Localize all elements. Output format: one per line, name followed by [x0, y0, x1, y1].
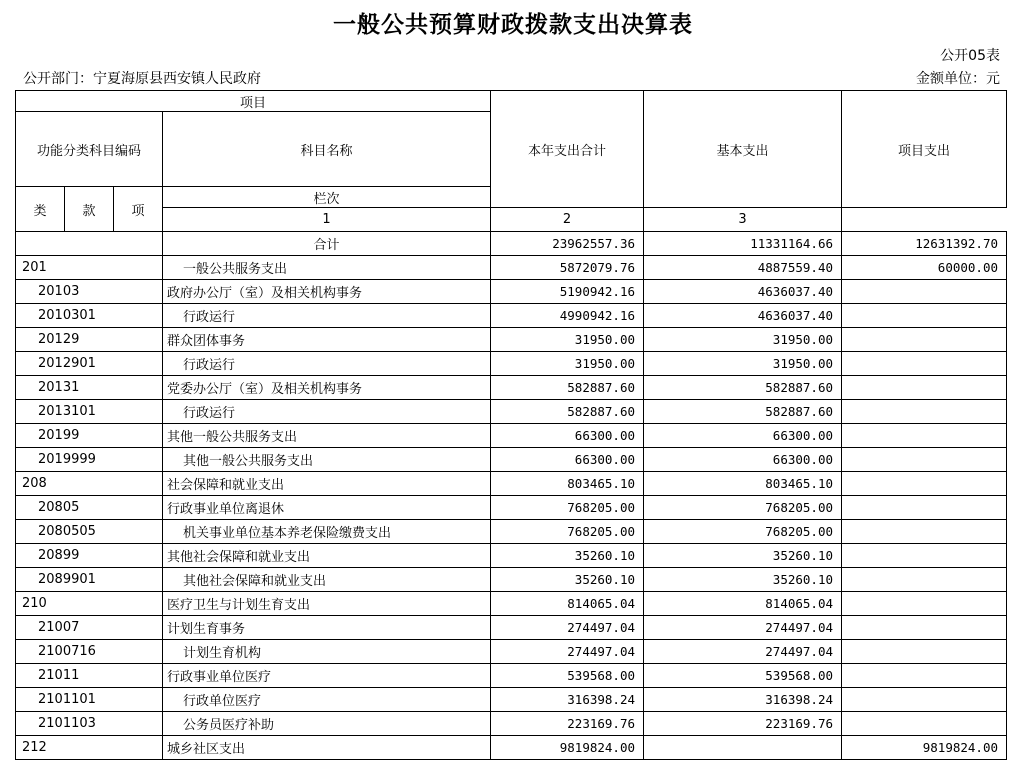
row-basic: 539568.00 [644, 664, 842, 688]
row-total: 582887.60 [491, 376, 644, 400]
row-code: 210 [16, 592, 163, 616]
unit-label: 金额单位：元 [916, 71, 1000, 87]
table-row [16, 376, 1007, 400]
form-number: 公开05表 [940, 48, 1000, 64]
table-row [16, 664, 1007, 688]
row-total: 35260.10 [491, 568, 644, 592]
row-name: 行政事业单位离退休 [163, 496, 491, 520]
row-total: 803465.10 [491, 472, 644, 496]
row-name: 一般公共服务支出 [163, 256, 491, 280]
table-row [16, 544, 1007, 568]
row-total: 582887.60 [491, 400, 644, 424]
table-row [16, 400, 1007, 424]
table-row [16, 256, 1007, 280]
row-code: 2010301 [16, 304, 163, 328]
row-total: 9819824.00 [491, 736, 644, 760]
row-code: 2019999 [16, 448, 163, 472]
header-project: 项目 [16, 91, 491, 112]
row-code: 212 [16, 736, 163, 760]
header-code: 功能分类科目编码 [16, 112, 163, 187]
row-basic [644, 736, 842, 760]
row-code: 201 [16, 256, 163, 280]
row-code: 20199 [16, 424, 163, 448]
header-lanci: 栏次 [163, 187, 491, 208]
table-row [16, 424, 1007, 448]
row-name: 其他社会保障和就业支出 [163, 568, 491, 592]
row-total: 5190942.16 [491, 280, 644, 304]
table-row [16, 616, 1007, 640]
row-project [842, 400, 1007, 424]
row-total: 35260.10 [491, 544, 644, 568]
row-name: 行政运行 [163, 304, 491, 328]
total-project: 12631392.70 [842, 232, 1007, 256]
row-basic: 316398.24 [644, 688, 842, 712]
table-row [16, 640, 1007, 664]
row-basic: 582887.60 [644, 376, 842, 400]
row-basic: 274497.04 [644, 640, 842, 664]
row-project [842, 568, 1007, 592]
row-code: 2080505 [16, 520, 163, 544]
row-code: 2101101 [16, 688, 163, 712]
total-label: 合计 [163, 232, 491, 256]
row-project [842, 376, 1007, 400]
row-basic: 768205.00 [644, 520, 842, 544]
row-total: 31950.00 [491, 352, 644, 376]
header-col-3: 3 [644, 208, 842, 232]
header-name: 科目名称 [163, 112, 491, 187]
row-name: 医疗卫生与计划生育支出 [163, 592, 491, 616]
row-code: 2089901 [16, 568, 163, 592]
row-total: 539568.00 [491, 664, 644, 688]
table-row [16, 712, 1007, 736]
row-basic: 768205.00 [644, 496, 842, 520]
page-title: 一般公共预算财政拨款支出决算表 [333, 11, 693, 38]
row-total: 768205.00 [491, 496, 644, 520]
row-project [842, 640, 1007, 664]
row-code: 2100716 [16, 640, 163, 664]
row-project [842, 328, 1007, 352]
header-col-1: 1 [163, 208, 491, 232]
row-total: 274497.04 [491, 616, 644, 640]
row-project [842, 616, 1007, 640]
table-row [16, 520, 1007, 544]
row-basic: 814065.04 [644, 592, 842, 616]
row-basic: 35260.10 [644, 568, 842, 592]
row-total: 814065.04 [491, 592, 644, 616]
row-code: 21007 [16, 616, 163, 640]
row-basic: 66300.00 [644, 424, 842, 448]
row-total: 4990942.16 [491, 304, 644, 328]
row-total: 66300.00 [491, 424, 644, 448]
row-total: 274497.04 [491, 640, 644, 664]
row-name: 政府办公厅（室）及相关机构事务 [163, 280, 491, 304]
row-basic: 4887559.40 [644, 256, 842, 280]
header-xiang: 项 [114, 187, 163, 232]
row-project [842, 304, 1007, 328]
row-basic: 223169.76 [644, 712, 842, 736]
row-code: 20131 [16, 376, 163, 400]
row-name: 公务员医疗补助 [163, 712, 491, 736]
row-project [842, 424, 1007, 448]
header-kuan: 款 [65, 187, 114, 232]
row-name: 行政事业单位医疗 [163, 664, 491, 688]
row-code: 208 [16, 472, 163, 496]
row-code: 20103 [16, 280, 163, 304]
table-row [16, 736, 1007, 760]
row-basic: 35260.10 [644, 544, 842, 568]
expenditure-table [15, 90, 1007, 760]
total-total: 23962557.36 [491, 232, 644, 256]
row-project [842, 664, 1007, 688]
row-total: 316398.24 [491, 688, 644, 712]
row-total: 66300.00 [491, 448, 644, 472]
header-total: 本年支出合计 [491, 91, 644, 208]
row-basic: 274497.04 [644, 616, 842, 640]
table-row [16, 280, 1007, 304]
row-name: 其他社会保障和就业支出 [163, 544, 491, 568]
row-name: 城乡社区支出 [163, 736, 491, 760]
row-project: 60000.00 [842, 256, 1007, 280]
row-basic: 31950.00 [644, 328, 842, 352]
header-row-1 [16, 91, 1007, 112]
table-row [16, 328, 1007, 352]
header-basic: 基本支出 [644, 91, 842, 208]
row-project [842, 496, 1007, 520]
row-name: 计划生育机构 [163, 640, 491, 664]
table-row [16, 352, 1007, 376]
row-code: 20129 [16, 328, 163, 352]
row-name: 党委办公厅（室）及相关机构事务 [163, 376, 491, 400]
row-project [842, 520, 1007, 544]
header-project-expenditure: 项目支出 [842, 91, 1007, 208]
row-name: 行政运行 [163, 352, 491, 376]
row-project [842, 280, 1007, 304]
row-basic: 4636037.40 [644, 304, 842, 328]
header-row-4 [16, 208, 1007, 232]
row-project [842, 592, 1007, 616]
row-project [842, 352, 1007, 376]
table-row [16, 472, 1007, 496]
row-total: 223169.76 [491, 712, 644, 736]
row-project [842, 712, 1007, 736]
table-row [16, 688, 1007, 712]
row-code: 2013101 [16, 400, 163, 424]
row-code: 2101103 [16, 712, 163, 736]
row-name: 其他一般公共服务支出 [163, 448, 491, 472]
row-basic: 31950.00 [644, 352, 842, 376]
row-code: 20899 [16, 544, 163, 568]
table-row [16, 304, 1007, 328]
row-code: 21011 [16, 664, 163, 688]
row-total: 768205.00 [491, 520, 644, 544]
row-code: 2012901 [16, 352, 163, 376]
total-basic: 11331164.66 [644, 232, 842, 256]
table-row [16, 592, 1007, 616]
row-basic: 4636037.40 [644, 280, 842, 304]
row-name: 计划生育事务 [163, 616, 491, 640]
row-name: 行政单位医疗 [163, 688, 491, 712]
department-label: 公开部门：宁夏海原县西安镇人民政府 [23, 71, 261, 87]
header-lei: 类 [16, 187, 65, 232]
row-basic: 66300.00 [644, 448, 842, 472]
row-total: 5872079.76 [491, 256, 644, 280]
header-col-2: 2 [491, 208, 644, 232]
total-row [16, 232, 1007, 256]
table-row [16, 448, 1007, 472]
row-project: 9819824.00 [842, 736, 1007, 760]
row-name: 行政运行 [163, 400, 491, 424]
row-name: 其他一般公共服务支出 [163, 424, 491, 448]
row-project [842, 448, 1007, 472]
table-row [16, 568, 1007, 592]
row-basic: 582887.60 [644, 400, 842, 424]
row-name: 群众团体事务 [163, 328, 491, 352]
row-project [842, 472, 1007, 496]
row-name: 社会保障和就业支出 [163, 472, 491, 496]
row-basic: 803465.10 [644, 472, 842, 496]
row-project [842, 688, 1007, 712]
row-name: 机关事业单位基本养老保险缴费支出 [163, 520, 491, 544]
row-total: 31950.00 [491, 328, 644, 352]
row-project [842, 544, 1007, 568]
table-row [16, 496, 1007, 520]
row-code: 20805 [16, 496, 163, 520]
